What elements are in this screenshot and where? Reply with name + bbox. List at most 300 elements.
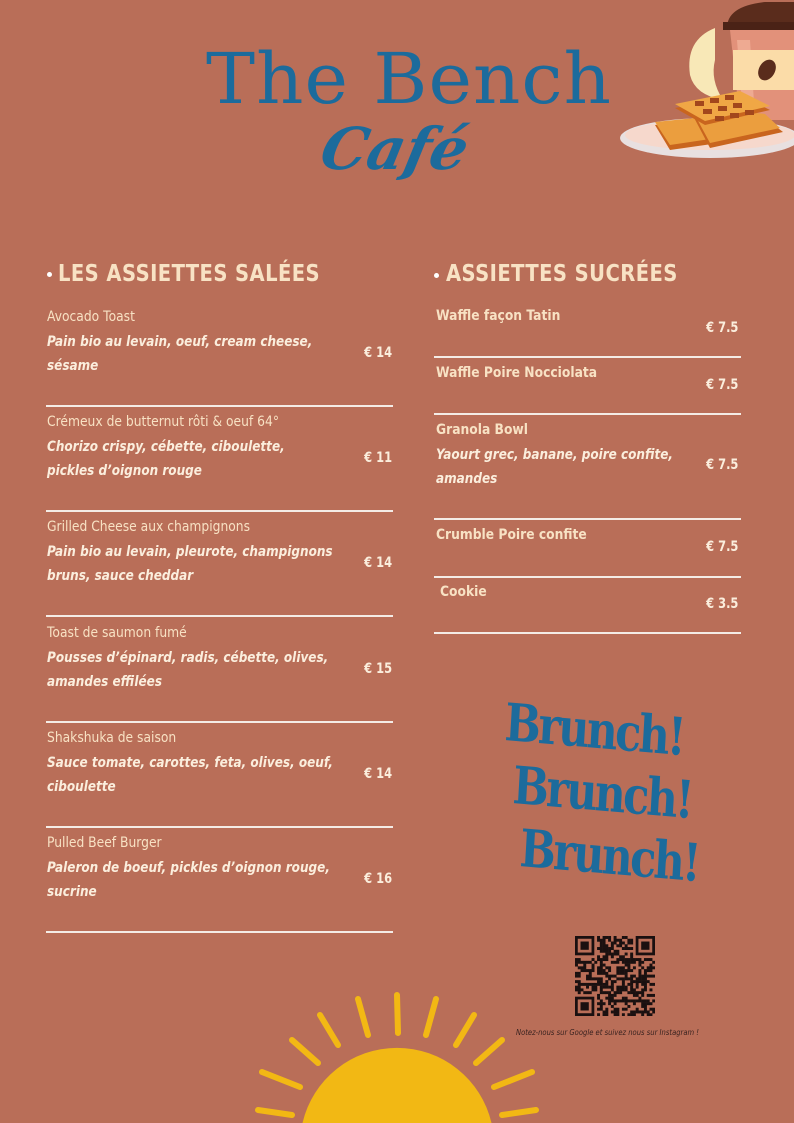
qr-module — [636, 994, 639, 997]
qr-module — [619, 986, 622, 989]
qr-module — [622, 958, 625, 961]
qr-module — [603, 942, 606, 945]
item-price: € 14 — [364, 765, 392, 782]
qr-module — [647, 966, 650, 969]
item-description: sésame — [47, 358, 99, 374]
qr-module — [630, 986, 633, 989]
qr-module — [614, 975, 617, 978]
qr-module — [611, 942, 614, 945]
divider — [434, 356, 741, 358]
qr-module — [649, 994, 652, 997]
qr-module — [614, 942, 617, 945]
qr-module — [636, 1008, 639, 1011]
qr-module — [605, 1010, 608, 1013]
qr-module — [603, 964, 606, 967]
qr-module — [592, 983, 595, 986]
qr-module — [605, 955, 608, 958]
qr-module — [625, 977, 628, 980]
item-price: € 7.5 — [705, 457, 738, 473]
qr-module — [575, 988, 578, 991]
qr-module — [611, 947, 614, 950]
qr-module — [649, 966, 652, 969]
qr-module — [586, 977, 589, 980]
qr-module — [603, 939, 606, 942]
qr-module — [633, 988, 636, 991]
qr-module — [625, 953, 628, 956]
qr-module — [622, 942, 625, 945]
qr-module — [592, 966, 595, 969]
qr-module — [597, 994, 600, 997]
qr-module — [641, 961, 644, 964]
qr-module — [600, 972, 603, 975]
qr-module — [627, 999, 630, 1002]
item-description: bruns, sauce cheddar — [47, 568, 194, 585]
qr-module — [622, 999, 625, 1002]
qr-module — [608, 950, 611, 953]
qr-module — [652, 994, 655, 997]
qr-module — [633, 961, 636, 964]
qr-module — [603, 936, 606, 939]
qr-module — [592, 986, 595, 989]
qr-module — [594, 988, 597, 991]
qr-module — [636, 958, 639, 961]
qr-module — [630, 958, 633, 961]
qr-module — [605, 953, 608, 956]
qr-module — [649, 964, 652, 967]
qr-module — [649, 1002, 652, 1005]
qr-module — [622, 983, 625, 986]
qr-module — [647, 975, 650, 978]
qr-module — [608, 991, 611, 994]
qr-module — [600, 964, 603, 967]
qr-module — [616, 986, 619, 989]
qr-module — [641, 1002, 644, 1005]
footer-note: Notez-nous sur Google et suivez nous sur Instagram ! — [516, 1028, 700, 1037]
item-description: Sauce tomate, carottes, feta, olives, oeuf, — [47, 754, 334, 771]
qr-module — [630, 988, 633, 991]
qr-module — [600, 977, 603, 980]
qr-module — [641, 977, 644, 980]
qr-module — [627, 983, 630, 986]
qr-module — [622, 966, 625, 969]
qr-module — [627, 1013, 630, 1016]
qr-module — [616, 1008, 619, 1011]
qr-module — [603, 983, 606, 986]
qr-module — [652, 999, 655, 1002]
qr-module — [614, 991, 617, 994]
qr-module — [600, 1002, 603, 1005]
qr-module — [611, 955, 614, 958]
qr-module — [625, 986, 628, 989]
qr-module — [638, 997, 641, 1000]
item-price: € 11 — [364, 450, 392, 467]
qr-module — [619, 958, 622, 961]
qr-module — [608, 966, 611, 969]
qr-module — [630, 939, 633, 942]
qr-module — [644, 980, 647, 983]
qr-module — [619, 955, 622, 958]
qr-module — [627, 958, 630, 961]
qr-module — [581, 988, 584, 991]
qr-module — [630, 1013, 633, 1016]
item-price: € 15 — [364, 660, 392, 677]
qr-module — [616, 939, 619, 942]
qr-module — [622, 972, 625, 975]
qr-module — [619, 991, 622, 994]
qr-module — [638, 972, 641, 975]
qr-module — [589, 961, 592, 964]
qr-module — [641, 1005, 644, 1008]
qr-module — [605, 980, 608, 983]
qr-module — [597, 1013, 600, 1016]
qr-module — [586, 975, 589, 978]
qr-module — [641, 1013, 644, 1016]
qr-module — [625, 997, 628, 1000]
qr-module — [611, 999, 614, 1002]
qr-module — [625, 947, 628, 950]
qr-module — [649, 988, 652, 991]
qr-module — [600, 942, 603, 945]
divider — [434, 632, 741, 634]
qr-module — [605, 936, 608, 939]
qr-module — [647, 980, 650, 983]
item-description: sucrine — [47, 884, 97, 900]
item-description: pickles d’oignon rouge — [47, 463, 202, 480]
qr-module — [622, 947, 625, 950]
qr-module — [614, 1010, 617, 1013]
qr-module — [608, 994, 611, 997]
qr-module — [636, 999, 639, 1002]
qr-module — [630, 983, 633, 986]
qr-module — [644, 988, 647, 991]
qr-module — [644, 1008, 647, 1011]
qr-module — [633, 1013, 636, 1016]
qr-module — [586, 969, 589, 972]
qr-module — [616, 950, 619, 953]
logo-title: The Bench — [206, 38, 613, 120]
qr-module — [603, 958, 606, 961]
qr-module — [630, 1010, 633, 1013]
qr-module — [638, 961, 641, 964]
qr-module — [633, 994, 636, 997]
qr-module — [625, 999, 628, 1002]
qr-module — [652, 961, 655, 964]
qr-module — [630, 999, 633, 1002]
qr-module — [622, 1013, 625, 1016]
qr-module — [644, 986, 647, 989]
qr-module — [600, 986, 603, 989]
item-price: € 14 — [364, 345, 392, 361]
qr-module — [581, 966, 584, 969]
qr-module — [611, 983, 614, 986]
qr-module — [600, 939, 603, 942]
qr-module — [616, 977, 619, 980]
qr-code[interactable] — [575, 936, 655, 1016]
qr-module — [600, 983, 603, 986]
item-price: € 14 — [364, 555, 392, 572]
item-price: € 16 — [364, 871, 392, 887]
qr-module — [630, 975, 633, 978]
qr-module — [625, 972, 628, 975]
qr-module — [625, 944, 628, 947]
bullet-icon — [434, 273, 439, 278]
qr-module — [647, 1002, 650, 1005]
qr-module — [589, 969, 592, 972]
item-name: Waffle Poire Nocciolata — [436, 365, 598, 381]
qr-module — [583, 966, 586, 969]
qr-module — [603, 947, 606, 950]
qr-module — [622, 969, 625, 972]
qr-module — [627, 977, 630, 980]
qr-module — [575, 972, 578, 975]
qr-module — [597, 958, 600, 961]
qr-module — [581, 969, 584, 972]
qr-module — [641, 994, 644, 997]
qr-module — [622, 955, 625, 958]
qr-module — [638, 999, 641, 1002]
sun-disc — [303, 1048, 492, 1123]
qr-module — [597, 955, 600, 958]
qr-module — [616, 953, 619, 956]
qr-module — [647, 994, 650, 997]
qr-module — [616, 999, 619, 1002]
qr-module — [641, 999, 644, 1002]
qr-module — [600, 961, 603, 964]
qr-module — [578, 986, 581, 989]
qr-module — [652, 966, 655, 969]
qr-module — [603, 944, 606, 947]
qr-module — [638, 991, 641, 994]
qr-module — [611, 975, 614, 978]
qr-module — [627, 947, 630, 950]
item-description: Pain bio au levain, pleurote, champignons — [47, 544, 333, 561]
brunch-text-2: Brunch! — [511, 755, 694, 832]
qr-module — [600, 988, 603, 991]
qr-module — [592, 964, 595, 967]
divider — [46, 721, 393, 723]
qr-module — [586, 983, 589, 986]
qr-module — [636, 991, 639, 994]
brunch-text-3: Brunch! — [518, 818, 701, 895]
qr-module — [597, 1008, 600, 1011]
qr-module — [605, 975, 608, 978]
qr-module — [633, 966, 636, 969]
qr-module — [608, 977, 611, 980]
qr-module — [649, 975, 652, 978]
divider — [46, 510, 393, 512]
brunch-text-1: Brunch! — [503, 692, 686, 769]
divider — [46, 405, 393, 407]
qr-module — [600, 999, 603, 1002]
item-description: amandes effilées — [47, 673, 162, 690]
qr-module — [597, 936, 600, 939]
qr-module — [605, 958, 608, 961]
qr-module — [627, 969, 630, 972]
qr-module — [608, 953, 611, 956]
qr-module — [641, 1010, 644, 1013]
qr-module — [622, 961, 625, 964]
item-description: amandes — [436, 471, 498, 487]
divider — [46, 826, 393, 828]
qr-module — [616, 961, 619, 964]
qr-module — [652, 975, 655, 978]
qr-module — [583, 969, 586, 972]
qr-module — [649, 1008, 652, 1011]
item-name: Waffle façon Tatin — [436, 308, 561, 324]
qr-module — [614, 994, 617, 997]
qr-module — [627, 939, 630, 942]
divider — [46, 931, 393, 933]
qr-module — [605, 983, 608, 986]
qr-module — [644, 977, 647, 980]
qr-module — [583, 964, 586, 967]
qr-module — [575, 980, 578, 983]
qr-module — [638, 975, 641, 978]
qr-module — [644, 983, 647, 986]
item-description: Pousses d’épinard, radis, cébette, olives, — [47, 649, 329, 666]
qr-module — [614, 1008, 617, 1011]
qr-module — [581, 983, 584, 986]
qr-module — [611, 961, 614, 964]
qr-module — [597, 997, 600, 1000]
section-title-sweet: ASSIETTES SUCRÉES — [446, 261, 678, 287]
qr-module — [578, 972, 581, 975]
qr-module — [605, 944, 608, 947]
item-description: Yaourt grec, banane, poire confite, — [436, 447, 673, 463]
item-name: Cookie — [440, 584, 487, 600]
qr-module — [644, 1005, 647, 1008]
qr-module — [583, 983, 586, 986]
qr-module — [592, 988, 595, 991]
qr-module — [630, 961, 633, 964]
qr-module — [644, 975, 647, 978]
qr-module — [578, 966, 581, 969]
qr-module — [611, 994, 614, 997]
qr-module — [600, 966, 603, 969]
qr-module — [605, 1013, 608, 1016]
logo-subtitle: Café — [314, 115, 475, 183]
qr-module — [636, 986, 639, 989]
qr-module — [589, 975, 592, 978]
qr-module — [608, 947, 611, 950]
qr-module — [616, 1013, 619, 1016]
qr-module — [589, 991, 592, 994]
qr-module — [605, 986, 608, 989]
qr-module — [616, 991, 619, 994]
qr-module — [614, 980, 617, 983]
qr-module — [611, 986, 614, 989]
qr-module — [603, 955, 606, 958]
qr-module — [605, 997, 608, 1000]
qr-module — [641, 975, 644, 978]
qr-module — [625, 958, 628, 961]
qr-module — [647, 1013, 650, 1016]
bullet-icon — [47, 272, 52, 277]
qr-module — [622, 988, 625, 991]
qr-module — [600, 980, 603, 983]
qr-module — [616, 969, 619, 972]
qr-module — [611, 980, 614, 983]
qr-module — [603, 1002, 606, 1005]
qr-module — [633, 1010, 636, 1013]
qr-module — [625, 969, 628, 972]
qr-module — [638, 969, 641, 972]
qr-module — [627, 966, 630, 969]
qr-module — [614, 950, 617, 953]
qr-module — [597, 977, 600, 980]
divider — [434, 518, 741, 520]
qr-module — [605, 1008, 608, 1011]
qr-module — [597, 972, 600, 975]
qr-module — [614, 1013, 617, 1016]
qr-module — [578, 961, 581, 964]
qr-module — [608, 986, 611, 989]
qr-module — [652, 1008, 655, 1011]
qr-module — [625, 988, 628, 991]
qr-module — [627, 961, 630, 964]
qr-module — [630, 942, 633, 945]
qr-module — [605, 991, 608, 994]
qr-module — [603, 1013, 606, 1016]
qr-module — [619, 988, 622, 991]
qr-module — [636, 983, 639, 986]
qr-module — [614, 1002, 617, 1005]
qr-module — [622, 986, 625, 989]
qr-module — [597, 980, 600, 983]
qr-module — [636, 1010, 639, 1013]
qr-module — [608, 969, 611, 972]
qr-module — [611, 1005, 614, 1008]
qr-module — [611, 953, 614, 956]
item-name: Granola Bowl — [436, 422, 529, 438]
qr-module — [644, 969, 647, 972]
qr-module — [594, 986, 597, 989]
item-price: € 7.5 — [705, 539, 738, 555]
qr-module — [611, 1010, 614, 1013]
item-description: Chorizo crispy, cébette, ciboulette, — [47, 439, 285, 456]
qr-module — [575, 975, 578, 978]
qr-module — [575, 986, 578, 989]
divider — [46, 615, 393, 617]
qr-module — [597, 969, 600, 972]
qr-module — [603, 969, 606, 972]
qr-module — [616, 958, 619, 961]
qr-module — [616, 972, 619, 975]
qr-module — [614, 961, 617, 964]
qr-module — [644, 972, 647, 975]
qr-module — [630, 977, 633, 980]
qr-module — [575, 964, 578, 967]
qr-module — [605, 966, 608, 969]
qr-module — [622, 977, 625, 980]
qr-module — [649, 969, 652, 972]
qr-module — [625, 936, 628, 939]
item-name: Avocado Toast — [47, 309, 135, 325]
qr-module — [638, 958, 641, 961]
qr-module — [630, 991, 633, 994]
qr-module — [633, 958, 636, 961]
qr-module — [594, 983, 597, 986]
item-name: Grilled Cheese aux champignons — [47, 519, 251, 536]
item-description: ciboulette — [47, 778, 116, 795]
qr-module — [594, 961, 597, 964]
qr-module — [611, 997, 614, 1000]
qr-module — [603, 1010, 606, 1013]
qr-module — [622, 980, 625, 983]
qr-module — [636, 977, 639, 980]
qr-module — [641, 991, 644, 994]
qr-module — [600, 947, 603, 950]
